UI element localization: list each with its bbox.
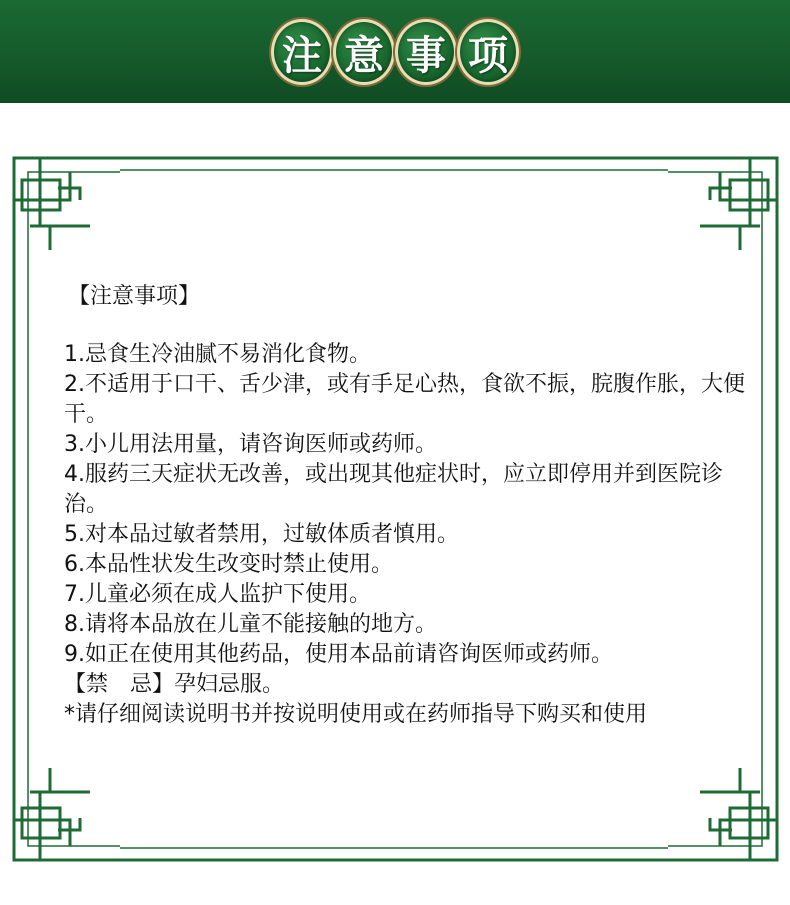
title-char-3: 事 <box>395 19 457 85</box>
precaution-item-2: 2.不适用于口干、舌少津，或有手足心热，食欲不振，脘腹作胀，大便干。 <box>64 372 745 427</box>
corner-ornament-bottom-left <box>14 755 120 860</box>
title-char-2: 意 <box>333 19 395 85</box>
precaution-item-1: 1.忌食生冷油腻不易消化食物。 <box>64 342 371 367</box>
precaution-item-7: 7.儿童必须在成人监护下使用。 <box>64 582 371 607</box>
contraindication-note: 【禁 忌】孕妇忌服。 <box>64 672 285 697</box>
title-char-4: 项 <box>457 19 519 85</box>
corner-ornament-top-left <box>14 158 120 265</box>
precaution-item-8: 8.请将本品放在儿童不能接触的地方。 <box>64 612 437 637</box>
precautions-content <box>64 282 754 730</box>
title-char-1: 注 <box>271 19 333 85</box>
precaution-item-3: 3.小儿用法用量，请咨询医师或药师。 <box>64 432 437 457</box>
usage-advisory: *请仔细阅读说明书并按说明使用或在药师指导下购买和使用 <box>64 702 648 727</box>
section-heading: 【注意事项】 <box>68 284 201 309</box>
precaution-item-6: 6.本品性状发生改变时禁止使用。 <box>64 552 393 577</box>
precaution-item-9: 9.如正在使用其他药品，使用本品前请咨询医师或药师。 <box>64 642 613 667</box>
corner-ornament-top-right <box>668 158 777 265</box>
precaution-item-4: 4.服药三天症状无改善，或出现其他症状时，应立即停用并到医院诊治。 <box>64 462 723 517</box>
precaution-item-5: 5.对本品过敏者禁用，过敏体质者慎用。 <box>64 522 459 547</box>
corner-ornament-bottom-right <box>668 755 777 860</box>
